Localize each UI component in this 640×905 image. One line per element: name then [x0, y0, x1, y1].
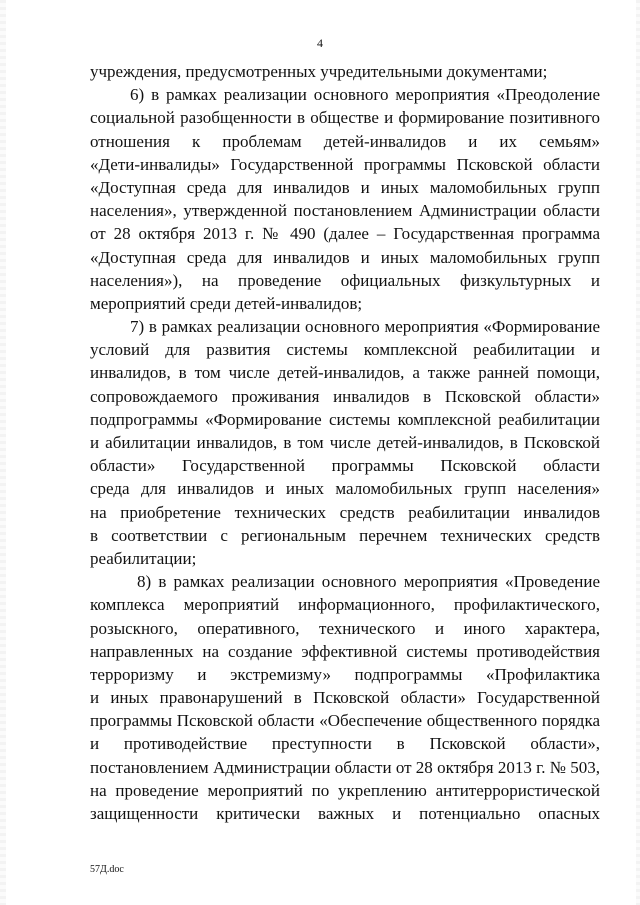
page-number: 4: [317, 36, 323, 50]
text-line: социальной разобщенности в обществе и формирование позитивного: [90, 108, 600, 128]
text-line: мероприятий среди детей-инвалидов;: [90, 293, 363, 313]
footer-filename: 57Д.doc: [90, 864, 124, 875]
text-line: постановлением Администрации области от 28 октября 2013 г. № 503,: [90, 757, 600, 777]
scan-edge-right: [636, 0, 640, 905]
text-line: «Дети-инвалиды» Государственной программы Псковской области: [90, 154, 600, 174]
text-line: и противодействие преступности в Псковской области»,: [90, 734, 600, 754]
text-line: учреждения, предусмотренных учредительными документами;: [90, 62, 548, 81]
text-line: населения»), на проведение официальных физкультурных и: [90, 270, 600, 290]
text-line: населения», утвержденной постановлением Администрации области: [90, 201, 600, 221]
text-line: комплекса мероприятий информационного, профилактического,: [90, 595, 600, 615]
text-line: 7) в рамках реализации основного мероприятия «Формирование: [130, 317, 600, 337]
text-line: 6) в рамках реализации основного мероприятия «Преодоление: [130, 85, 600, 105]
text-line: области» Государственной программы Псковской области: [90, 456, 600, 476]
text-line: 8) в рамках реализации основного мероприятия «Проведение: [137, 572, 600, 592]
text-line: программы Псковской области «Обеспечение общественного порядка: [90, 711, 600, 731]
text-line: реабилитации;: [90, 548, 197, 568]
text-line: инвалидов, в том числе детей-инвалидов, а также ранней помощи,: [90, 363, 600, 383]
text-line: от 28 октября 2013 г. № 490 (далее – Государственная программа: [90, 224, 600, 244]
text-line: розыскного, оперативного, технического и иного характера,: [90, 618, 600, 638]
text-line: отношения к проблемам детей-инвалидов и их семьям»: [90, 131, 600, 151]
text-line: на приобретение технических средств реабилитации инвалидов: [90, 502, 600, 522]
text-line: на проведение мероприятий по укреплению антитеррористической: [90, 780, 600, 800]
text-line: условий для развития системы комплексной реабилитации и: [90, 340, 600, 360]
document-body: [90, 60, 600, 825]
text-line: и иных правонарушений в Псковской области» Государственной: [90, 688, 600, 708]
text-line: подпрограммы «Формирование системы комплексной реабилитации: [90, 409, 600, 429]
text-line: среда для инвалидов и иных маломобильных групп населения»: [90, 479, 600, 499]
text-line: «Доступная среда для инвалидов и иных маломобильных групп: [90, 177, 600, 197]
scan-edge-left: [0, 0, 6, 905]
text-line: сопровождаемого проживания инвалидов в Псковской области»: [90, 386, 600, 406]
text-line: в соответствии с региональным перечнем технических средств: [90, 525, 600, 545]
text-line: «Доступная среда для инвалидов и иных маломобильных групп: [90, 247, 600, 267]
text-line: направленных на создание эффективной системы противодействия: [90, 641, 600, 661]
text-line: защищенности критически важных и потенциально опасных: [90, 804, 600, 823]
text-line: и абилитации инвалидов, в том числе детей-инвалидов, в Псковской: [90, 433, 600, 452]
text-line: терроризму и экстремизму» подпрограммы «Профилактика: [90, 664, 600, 684]
